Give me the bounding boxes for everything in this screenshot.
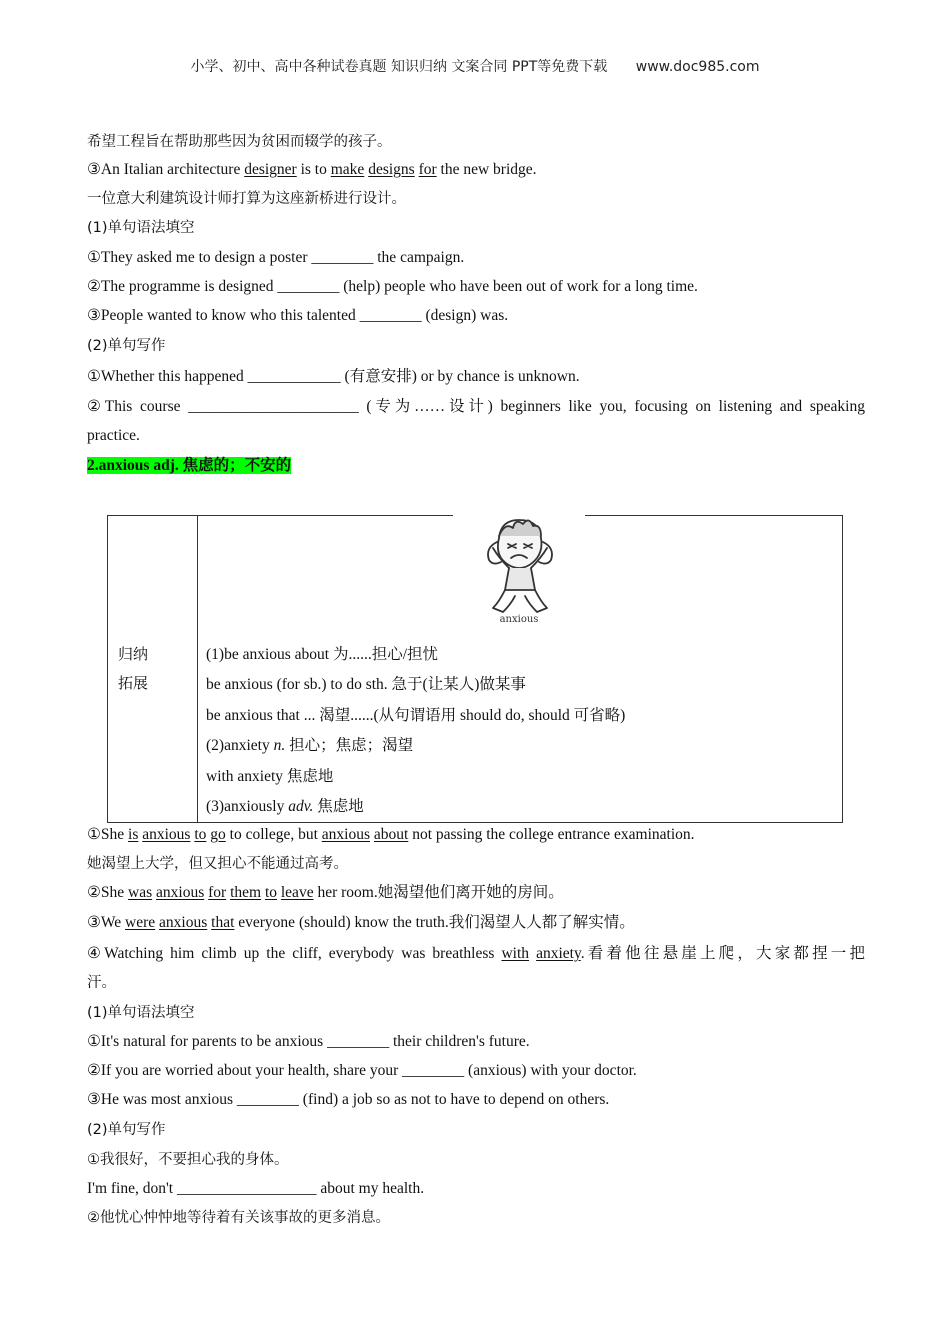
exercise-item: ③He was most anxious ________ (find) a job so as not to have to depend on others. <box>87 1091 610 1108</box>
anxious-boy-illustration <box>453 508 585 630</box>
section-heading: (2)单句写作 <box>87 338 166 354</box>
exercise-item: I'm fine, don't __________________ about my health. <box>87 1180 425 1197</box>
example-sentence: ④Watching him climb up the cliff, everybody was breathless with anxiety.看着他往悬崖上爬，大家都捏一把 <box>87 945 865 962</box>
translation-line: 她渴望上大学，但又担心不能通过高考。 <box>87 856 348 872</box>
example-sentence: ①She is anxious to go to college, but anxious about not passing the college entrance examination. <box>87 826 695 843</box>
table-line: (3)anxiously adv. 焦虑地 <box>206 798 364 815</box>
exercise-item: ①Whether this happened ____________ (有意安排) or by chance is unknown. <box>87 368 580 385</box>
translation-line: 汗。 <box>87 975 116 991</box>
exercise-item: ①我很好，不要担心我的身体。 <box>87 1152 289 1168</box>
example-sentence: ③An Italian architecture designer is to make designs for the new bridge. <box>87 161 537 178</box>
section-heading: (1)单句语法填空 <box>87 220 195 236</box>
table-line: with anxiety 焦虑地 <box>206 768 334 785</box>
exercise-item: ③People wanted to know who this talented ________ (design) was. <box>87 307 509 324</box>
page-header <box>0 56 950 76</box>
word-heading: 2.anxious adj. 焦虑的；不安的 <box>87 457 292 474</box>
translation-line: 希望工程旨在帮助那些因为贫困而辍学的孩子。 <box>87 134 392 150</box>
example-sentence: ③We were anxious that everyone (should) know the truth.我们渴望人人都了解实情。 <box>87 914 635 931</box>
exercise-item: ②If you are worried about your health, share your ________ (anxious) with your doctor. <box>87 1062 637 1079</box>
exercise-item-continued: practice. <box>87 427 140 444</box>
anxious-person-icon <box>453 508 585 630</box>
table-divider <box>197 516 198 822</box>
section-heading: (1)单句语法填空 <box>87 1005 195 1021</box>
table-label: 拓展 <box>118 674 149 692</box>
translation-line: 一位意大利建筑设计师打算为这座新桥进行设计。 <box>87 191 406 207</box>
exercise-item: ①They asked me to design a poster ________ the campaign. <box>87 249 465 266</box>
table-line: (2)anxiety n. 担心；焦虑；渴望 <box>206 737 414 754</box>
table-line: be anxious that ... 渴望......(从句谓语用 should do, should 可省略) <box>206 707 626 724</box>
header-url[interactable]: www.doc985.com <box>635 59 760 75</box>
table-line: be anxious (for sb.) to do sth. 急于(让某人)做某事 <box>206 676 526 693</box>
table-label: 归纳 <box>118 645 149 663</box>
table-line: (1)be anxious about 为......担心/担忧 <box>206 646 439 663</box>
section-heading: (2)单句写作 <box>87 1122 166 1138</box>
image-caption: anxious <box>499 614 539 625</box>
exercise-item: ②他忧心忡忡地等待着有关该事故的更多消息。 <box>87 1210 390 1226</box>
header-title: 小学、初中、高中各种试卷真题 知识归纳 文案合同 PPT等免费下载 <box>190 59 608 75</box>
exercise-item: ②The programme is designed ________ (help) people who have been out of work for a long time. <box>87 278 698 295</box>
exercise-item: ②This course ______________________ (专为……设计) beginners like you, focusing on listening and speaking <box>87 398 865 415</box>
example-sentence: ②She was anxious for them to leave her room.她渴望他们离开她的房间。 <box>87 884 564 901</box>
exercise-item: ①It's natural for parents to be anxious ________ their children's future. <box>87 1033 530 1050</box>
